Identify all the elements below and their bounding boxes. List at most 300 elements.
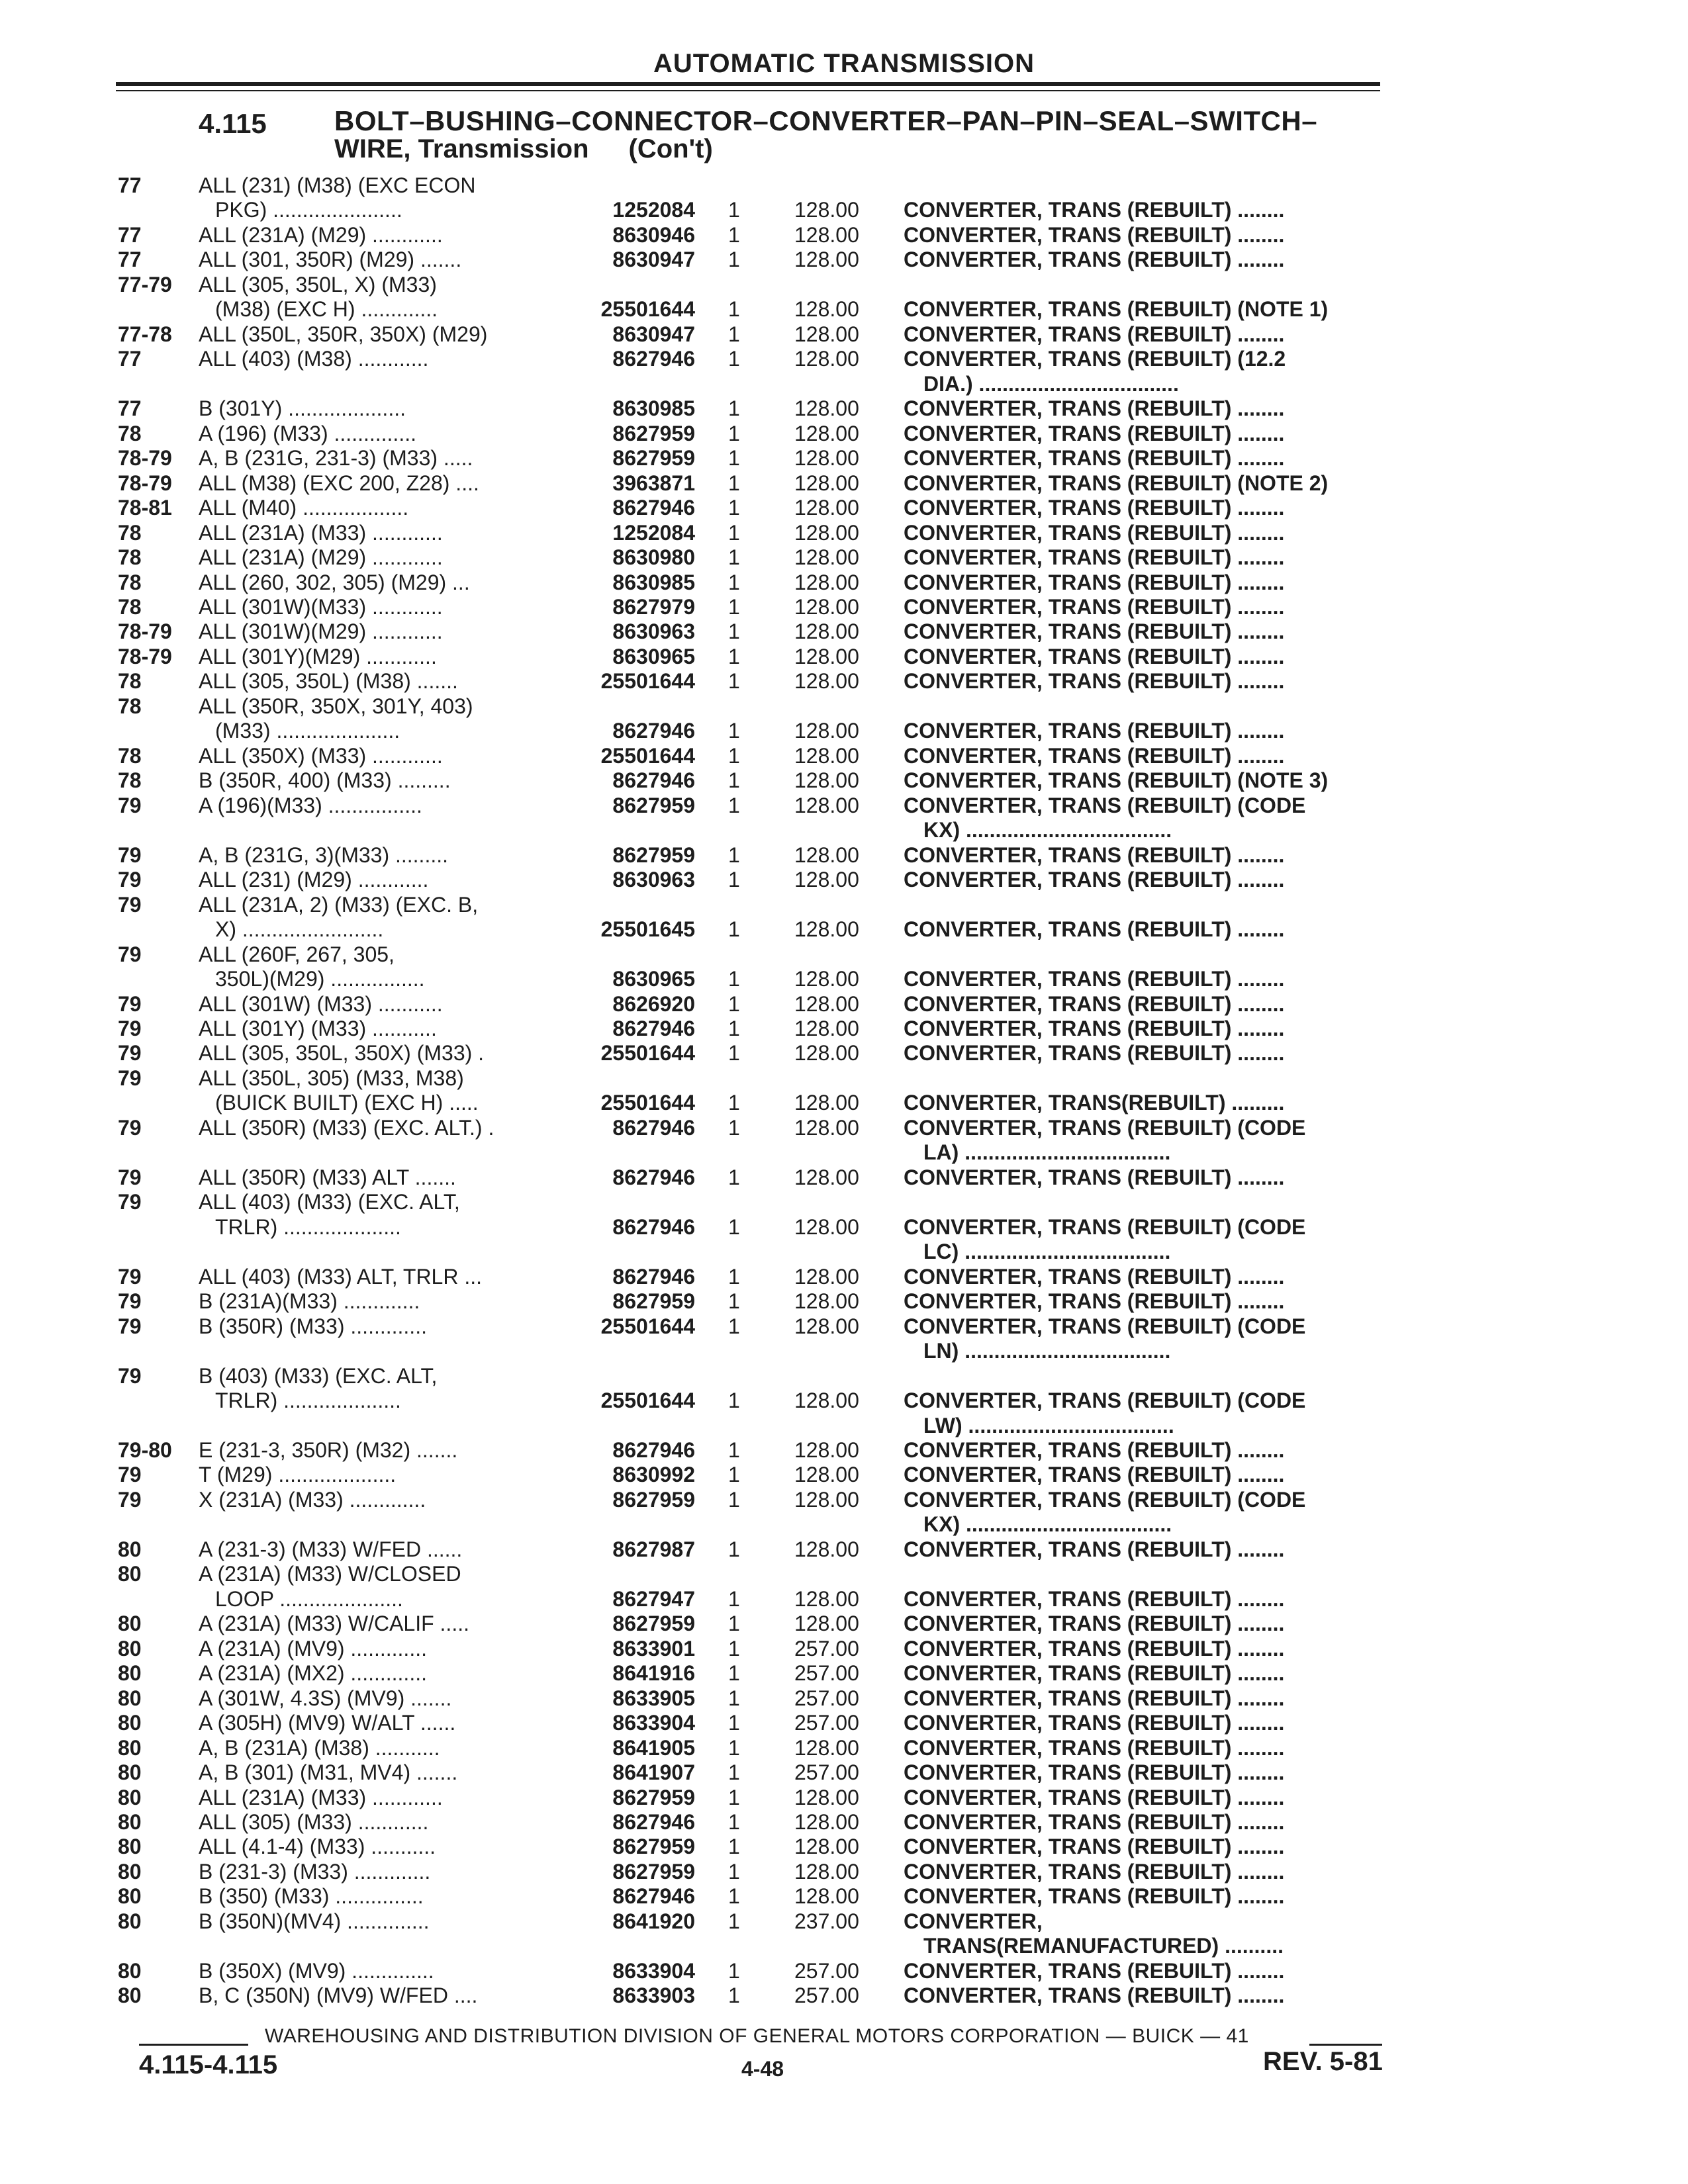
row-year: 78-79 <box>118 471 172 495</box>
row-year: 80 <box>118 1884 142 1908</box>
row-description: CONVERTER, TRANS (REBUILT) ........ <box>904 1041 1285 1065</box>
row-application: B (301Y) .................... <box>199 396 406 420</box>
row-price: 128.00 <box>794 1091 859 1115</box>
row-price: 128.00 <box>794 1587 859 1611</box>
row-price: 257.00 <box>794 1983 859 2007</box>
row-part-number: 1252084 <box>612 198 695 222</box>
row-part-number: 8630965 <box>612 967 695 991</box>
row-part-number: 8627959 <box>612 843 695 867</box>
row-part-number: 8627946 <box>612 1017 695 1040</box>
row-price: 128.00 <box>794 1165 859 1189</box>
row-quantity: 1 <box>728 1116 740 1140</box>
row-quantity: 1 <box>728 198 740 222</box>
row-application: ALL (231A) (M33) ............ <box>199 1786 443 1809</box>
row-application: ALL (305) (M33) ............ <box>199 1810 429 1834</box>
row-year: 77 <box>118 396 142 420</box>
row-part-number: 8630985 <box>612 570 695 594</box>
row-quantity: 1 <box>728 1786 740 1809</box>
row-part-number: 25501644 <box>600 297 695 321</box>
row-year: 79 <box>118 794 142 817</box>
table-row <box>0 248 1688 271</box>
table-row <box>0 1140 1688 1164</box>
row-year: 77 <box>118 248 142 271</box>
row-price: 128.00 <box>794 744 859 768</box>
row-price: 128.00 <box>794 545 859 569</box>
row-quantity: 1 <box>728 619 740 643</box>
row-price: 128.00 <box>794 1438 859 1462</box>
row-part-number: 8627946 <box>612 347 695 371</box>
table-row <box>0 1562 1688 1586</box>
row-description: CONVERTER, TRANS (REBUILT) ........ <box>904 595 1285 619</box>
row-quantity: 1 <box>728 992 740 1016</box>
row-year: 79 <box>118 942 142 966</box>
table-row <box>0 619 1688 643</box>
row-quantity: 1 <box>728 1810 740 1834</box>
row-part-number: 25501644 <box>600 1091 695 1115</box>
section-number: 4.115 <box>199 108 267 139</box>
table-row <box>0 893 1688 917</box>
row-description: CONVERTER, TRANS (REBUILT) ........ <box>904 223 1285 247</box>
row-part-number: 8641920 <box>612 1909 695 1933</box>
row-part-number: 8627959 <box>612 1835 695 1858</box>
row-year: 79 <box>118 1463 142 1486</box>
row-quantity: 1 <box>728 669 740 693</box>
row-description: CONVERTER, TRANS (REBUILT) ........ <box>904 1289 1285 1313</box>
row-description: TRANS(REMANUFACTURED) .......... <box>923 1934 1284 1958</box>
row-price: 128.00 <box>794 1860 859 1884</box>
row-year: 79 <box>118 893 142 917</box>
row-year: 80 <box>118 1711 142 1735</box>
row-year: 80 <box>118 1736 142 1760</box>
row-price: 128.00 <box>794 1736 859 1760</box>
table-row <box>0 1041 1688 1065</box>
row-description: CONVERTER, TRANS (REBUILT) ........ <box>904 422 1285 445</box>
row-application: ALL (305, 350L, 350X) (M33) . <box>199 1041 485 1065</box>
footer-rule-left <box>139 2044 248 2046</box>
row-year: 79 <box>118 1289 142 1313</box>
row-description: LN) ................................... <box>923 1339 1171 1363</box>
row-part-number: 25501644 <box>600 1314 695 1338</box>
row-quantity: 1 <box>728 719 740 743</box>
row-quantity: 1 <box>728 1587 740 1611</box>
table-row <box>0 1116 1688 1140</box>
row-description: CONVERTER, TRANS (REBUILT) ........ <box>904 1959 1285 1983</box>
footer-section-range: 4.115-4.115 <box>139 2050 278 2079</box>
table-row <box>0 1786 1688 1809</box>
row-part-number: 25501644 <box>600 1388 695 1412</box>
row-part-number: 8630963 <box>612 868 695 891</box>
row-price: 128.00 <box>794 1835 859 1858</box>
row-part-number: 1252084 <box>612 521 695 545</box>
row-year: 80 <box>118 1760 142 1784</box>
row-price: 128.00 <box>794 297 859 321</box>
row-price: 128.00 <box>794 1314 859 1338</box>
row-year: 79 <box>118 1314 142 1338</box>
table-row <box>0 198 1688 222</box>
table-row <box>0 694 1688 718</box>
footer-rule-right <box>1309 2044 1382 2046</box>
row-price: 128.00 <box>794 198 859 222</box>
row-application: TRLR) .................... <box>215 1215 401 1239</box>
row-part-number: 8630963 <box>612 619 695 643</box>
row-application: ALL (231A) (M33) ............ <box>199 521 443 545</box>
row-part-number: 8633905 <box>612 1686 695 1710</box>
row-quantity: 1 <box>728 917 740 941</box>
row-quantity: 1 <box>728 248 740 271</box>
row-part-number: 8627959 <box>612 1612 695 1635</box>
row-description: CONVERTER, TRANS (REBUILT) ........ <box>904 967 1285 991</box>
row-part-number: 8633903 <box>612 1983 695 2007</box>
row-year: 79 <box>118 1041 142 1065</box>
row-quantity: 1 <box>728 1165 740 1189</box>
row-year: 80 <box>118 1786 142 1809</box>
row-quantity: 1 <box>728 1686 740 1710</box>
row-application: PKG) ...................... <box>215 198 402 222</box>
table-row <box>0 1488 1688 1512</box>
row-application: ALL (231) (M29) ............ <box>199 868 429 891</box>
row-price: 257.00 <box>794 1711 859 1735</box>
row-part-number: 25501644 <box>600 1041 695 1065</box>
table-row <box>0 173 1688 197</box>
row-quantity: 1 <box>728 1736 740 1760</box>
row-year: 78-79 <box>118 446 172 470</box>
row-quantity: 1 <box>728 496 740 520</box>
row-description: CONVERTER, TRANS (REBUILT) ........ <box>904 1711 1285 1735</box>
row-part-number: 8633901 <box>612 1637 695 1661</box>
row-description: CONVERTER, TRANS (REBUILT) ........ <box>904 1736 1285 1760</box>
row-part-number: 8627946 <box>612 1884 695 1908</box>
row-application: A (231A) (MX2) ............. <box>199 1661 427 1685</box>
row-price: 257.00 <box>794 1760 859 1784</box>
row-year: 78 <box>118 521 142 545</box>
row-quantity: 1 <box>728 223 740 247</box>
row-year: 78-79 <box>118 619 172 643</box>
table-row <box>0 273 1688 296</box>
table-row <box>0 1661 1688 1685</box>
row-description: CONVERTER, TRANS (REBUILT) ........ <box>904 198 1285 222</box>
row-year: 80 <box>118 1959 142 1983</box>
table-row <box>0 297 1688 321</box>
row-year: 78 <box>118 595 142 619</box>
row-description: CONVERTER, TRANS (REBUILT) ........ <box>904 1463 1285 1486</box>
row-quantity: 1 <box>728 1215 740 1239</box>
row-application: ALL (350R) (M33) ALT ....... <box>199 1165 456 1189</box>
row-price: 257.00 <box>794 1661 859 1685</box>
row-part-number: 8627959 <box>612 1786 695 1809</box>
row-quantity: 1 <box>728 1860 740 1884</box>
row-year: 79 <box>118 1488 142 1512</box>
row-description: CONVERTER, TRANS (REBUILT) ........ <box>904 719 1285 743</box>
table-row <box>0 396 1688 420</box>
table-row <box>0 1215 1688 1239</box>
table-row <box>0 422 1688 445</box>
row-price: 128.00 <box>794 1884 859 1908</box>
row-application: A, B (301) (M31, MV4) ....... <box>199 1760 458 1784</box>
row-year: 79 <box>118 1116 142 1140</box>
row-description: CONVERTER, TRANS (REBUILT) ........ <box>904 1860 1285 1884</box>
row-part-number: 8627959 <box>612 1860 695 1884</box>
row-application: E (231-3, 350R) (M32) ....... <box>199 1438 458 1462</box>
row-quantity: 1 <box>728 1909 740 1933</box>
footer-division-text: WAREHOUSING AND DISTRIBUTION DIVISION OF GENERAL MOTORS CORPORATION — BUICK — 41 <box>265 2025 1249 2047</box>
row-price: 128.00 <box>794 1265 859 1289</box>
row-year: 79 <box>118 1265 142 1289</box>
table-row <box>0 1091 1688 1115</box>
row-part-number: 8627946 <box>612 1165 695 1189</box>
row-application: ALL (301W)(M29) ............ <box>199 619 443 643</box>
row-part-number: 8627959 <box>612 1289 695 1313</box>
row-part-number: 8630992 <box>612 1463 695 1486</box>
row-year: 78 <box>118 768 142 792</box>
row-price: 128.00 <box>794 471 859 495</box>
row-application: A (196)(M33) ................ <box>199 794 422 817</box>
row-price: 128.00 <box>794 1786 859 1809</box>
row-description: CONVERTER, TRANS (REBUILT) ........ <box>904 619 1285 643</box>
row-description: CONVERTER, <box>904 1909 1043 1933</box>
row-year: 79 <box>118 1364 142 1388</box>
row-year: 79 <box>118 992 142 1016</box>
section-title-text: WIRE, Transmission <box>334 134 589 163</box>
row-price: 128.00 <box>794 1388 859 1412</box>
table-row <box>0 595 1688 619</box>
row-quantity: 1 <box>728 1661 740 1685</box>
row-description: CONVERTER, TRANS (REBUILT) ........ <box>904 1661 1285 1685</box>
row-price: 128.00 <box>794 669 859 693</box>
table-row <box>0 1414 1688 1437</box>
row-application: B (350X) (MV9) .............. <box>199 1959 434 1983</box>
table-row <box>0 1686 1688 1710</box>
row-price: 128.00 <box>794 521 859 545</box>
row-application: A (231A) (M33) W/CALIF ..... <box>199 1612 469 1635</box>
table-row <box>0 942 1688 966</box>
row-application: ALL (301Y) (M33) ........... <box>199 1017 437 1040</box>
table-row <box>0 1190 1688 1214</box>
row-part-number: 8627979 <box>612 595 695 619</box>
row-application: B, C (350N) (MV9) W/FED .... <box>199 1983 478 2007</box>
row-description: CONVERTER, TRANS (REBUILT) ........ <box>904 645 1285 668</box>
row-description: CONVERTER, TRANS (REBUILT) (CODE <box>904 1388 1306 1412</box>
row-description: CONVERTER, TRANS (REBUILT) ........ <box>904 1983 1285 2007</box>
table-row <box>0 669 1688 693</box>
row-price: 128.00 <box>794 1116 859 1140</box>
row-year: 77 <box>118 173 142 197</box>
row-part-number: 8627946 <box>612 1438 695 1462</box>
row-application: A, B (231A) (M38) ........... <box>199 1736 440 1760</box>
row-description: CONVERTER, TRANS (REBUILT) ........ <box>904 1760 1285 1784</box>
row-application: ALL (403) (M33) (EXC. ALT, <box>199 1190 460 1214</box>
row-application: 350L)(M29) ................ <box>215 967 425 991</box>
row-price: 128.00 <box>794 347 859 371</box>
row-description: CONVERTER, TRANS (REBUILT) ........ <box>904 1587 1285 1611</box>
row-application: TRLR) .................... <box>215 1388 401 1412</box>
section-title-line1: BOLT–BUSHING–CONNECTOR–CONVERTER–PAN–PIN–SEAL–SWITCH– <box>334 105 1318 136</box>
row-description: CONVERTER, TRANS (REBUILT) ........ <box>904 570 1285 594</box>
table-row <box>0 1934 1688 1958</box>
row-application: T (M29) .................... <box>199 1463 397 1486</box>
row-price: 128.00 <box>794 1017 859 1040</box>
table-row <box>0 1983 1688 2007</box>
row-description: CONVERTER, TRANS (REBUILT) ........ <box>904 843 1285 867</box>
row-application: A (301W, 4.3S) (MV9) ....... <box>199 1686 452 1710</box>
row-description: KX) ................................... <box>923 818 1172 842</box>
row-quantity: 1 <box>728 471 740 495</box>
row-application: ALL (350X) (M33) ............ <box>199 744 443 768</box>
row-year: 79 <box>118 1017 142 1040</box>
row-description: CONVERTER, TRANS (REBUILT) ........ <box>904 545 1285 569</box>
row-part-number: 8627946 <box>612 1810 695 1834</box>
row-quantity: 1 <box>728 1537 740 1561</box>
row-part-number: 8630947 <box>612 248 695 271</box>
row-year: 80 <box>118 1983 142 2007</box>
row-year: 80 <box>118 1661 142 1685</box>
row-quantity: 1 <box>728 570 740 594</box>
table-row <box>0 794 1688 817</box>
row-quantity: 1 <box>728 1314 740 1338</box>
table-row <box>0 768 1688 792</box>
row-price: 128.00 <box>794 719 859 743</box>
row-quantity: 1 <box>728 422 740 445</box>
row-year: 80 <box>118 1562 142 1586</box>
row-application: ALL (301Y)(M29) ............ <box>199 645 437 668</box>
row-part-number: 8627946 <box>612 496 695 520</box>
row-quantity: 1 <box>728 1488 740 1512</box>
row-year: 78 <box>118 422 142 445</box>
row-part-number: 8630965 <box>612 645 695 668</box>
row-description: CONVERTER, TRANS (REBUILT) (NOTE 1) <box>904 297 1329 321</box>
row-price: 128.00 <box>794 446 859 470</box>
table-row <box>0 1364 1688 1388</box>
row-application: (M38) (EXC H) ............. <box>215 297 438 321</box>
row-application: A (231A) (MV9) ............. <box>199 1637 427 1661</box>
row-application: ALL (350R) (M33) (EXC. ALT.) . <box>199 1116 494 1140</box>
row-description: KX) ................................... <box>923 1512 1172 1536</box>
row-description: CONVERTER, TRANS (REBUILT) (12.2 <box>904 347 1286 371</box>
row-price: 128.00 <box>794 992 859 1016</box>
row-description: LC) ................................... <box>923 1240 1171 1263</box>
row-quantity: 1 <box>728 768 740 792</box>
row-year: 80 <box>118 1637 142 1661</box>
row-price: 128.00 <box>794 422 859 445</box>
row-application: A, B (231G, 3)(M33) ......... <box>199 843 448 867</box>
table-row <box>0 1537 1688 1561</box>
row-description: CONVERTER, TRANS (REBUILT) ........ <box>904 992 1285 1016</box>
row-part-number: 8627959 <box>612 794 695 817</box>
row-price: 128.00 <box>794 645 859 668</box>
row-application: X (231A) (M33) ............. <box>199 1488 426 1512</box>
table-row <box>0 868 1688 891</box>
table-row <box>0 1884 1688 1908</box>
table-row <box>0 1760 1688 1784</box>
row-price: 257.00 <box>794 1686 859 1710</box>
table-row <box>0 1066 1688 1090</box>
row-quantity: 1 <box>728 545 740 569</box>
row-part-number: 8627947 <box>612 1587 695 1611</box>
table-row <box>0 719 1688 743</box>
row-application: (BUICK BUILT) (EXC H) ..... <box>215 1091 479 1115</box>
row-year: 79 <box>118 1190 142 1214</box>
row-year: 77-78 <box>118 322 172 346</box>
row-application: A (231A) (M33) W/CLOSED <box>199 1562 461 1586</box>
row-description: CONVERTER, TRANS (REBUILT) (NOTE 2) <box>904 471 1329 495</box>
row-part-number: 8627946 <box>612 719 695 743</box>
table-row <box>0 1711 1688 1735</box>
row-description: CONVERTER, TRANS (REBUILT) ........ <box>904 521 1285 545</box>
row-description: CONVERTER, TRANS (REBUILT) ........ <box>904 1686 1285 1710</box>
row-quantity: 1 <box>728 1760 740 1784</box>
row-application: B (350R, 400) (M33) ......... <box>199 768 451 792</box>
row-part-number: 8641916 <box>612 1661 695 1685</box>
table-row <box>0 1240 1688 1263</box>
row-price: 128.00 <box>794 322 859 346</box>
row-quantity: 1 <box>728 347 740 371</box>
row-quantity: 1 <box>728 1884 740 1908</box>
row-application: ALL (301W)(M33) ............ <box>199 595 443 619</box>
row-description: CONVERTER, TRANS (REBUILT) ........ <box>904 1835 1285 1858</box>
row-application: ALL (231) (M38) (EXC ECON <box>199 173 476 197</box>
table-row <box>0 1388 1688 1412</box>
row-description: CONVERTER, TRANS (REBUILT) ........ <box>904 1612 1285 1635</box>
row-year: 80 <box>118 1612 142 1635</box>
table-row <box>0 1314 1688 1338</box>
row-part-number: 8627959 <box>612 1488 695 1512</box>
table-row <box>0 645 1688 668</box>
row-description: CONVERTER, TRANS (REBUILT) ........ <box>904 446 1285 470</box>
page-header-title: AUTOMATIC TRANSMISSION <box>653 49 1035 78</box>
table-row <box>0 818 1688 842</box>
row-quantity: 1 <box>728 1711 740 1735</box>
row-application: ALL (4.1-4) (M33) ........... <box>199 1835 436 1858</box>
row-description: CONVERTER, TRANS (REBUILT) ........ <box>904 744 1285 768</box>
row-application: B (350N)(MV4) .............. <box>199 1909 430 1933</box>
row-part-number: 8627959 <box>612 422 695 445</box>
row-description: CONVERTER, TRANS (REBUILT) ........ <box>904 1017 1285 1040</box>
table-row <box>0 1810 1688 1834</box>
row-quantity: 1 <box>728 297 740 321</box>
row-description: CONVERTER, TRANS (REBUILT) (CODE <box>904 794 1306 817</box>
row-description: CONVERTER, TRANS (REBUILT) ........ <box>904 1810 1285 1834</box>
row-year: 80 <box>118 1909 142 1933</box>
row-quantity: 1 <box>728 1612 740 1635</box>
table-row <box>0 1909 1688 1933</box>
table-row <box>0 570 1688 594</box>
table-row <box>0 1835 1688 1858</box>
row-quantity: 1 <box>728 1041 740 1065</box>
row-price: 128.00 <box>794 1289 859 1313</box>
row-application: A (305H) (MV9) W/ALT ...... <box>199 1711 456 1735</box>
table-row <box>0 1637 1688 1661</box>
table-row <box>0 1265 1688 1289</box>
row-year: 78 <box>118 669 142 693</box>
row-application: ALL (403) (M33) ALT, TRLR ... <box>199 1265 483 1289</box>
row-application: A, B (231G, 231-3) (M33) ..... <box>199 446 473 470</box>
row-application: B (231-3) (M33) ............. <box>199 1860 431 1884</box>
table-row <box>0 496 1688 520</box>
row-price: 128.00 <box>794 248 859 271</box>
row-price: 128.00 <box>794 496 859 520</box>
row-quantity: 1 <box>728 1438 740 1462</box>
row-description: CONVERTER, TRANS (REBUILT) ........ <box>904 1637 1285 1661</box>
row-year: 78 <box>118 694 142 718</box>
table-row <box>0 1959 1688 1983</box>
row-year: 79 <box>118 1165 142 1189</box>
table-row <box>0 843 1688 867</box>
row-quantity: 1 <box>728 446 740 470</box>
row-price: 128.00 <box>794 843 859 867</box>
row-application: A (196) (M33) .............. <box>199 422 416 445</box>
table-row <box>0 1165 1688 1189</box>
row-price: 128.00 <box>794 1488 859 1512</box>
row-quantity: 1 <box>728 967 740 991</box>
